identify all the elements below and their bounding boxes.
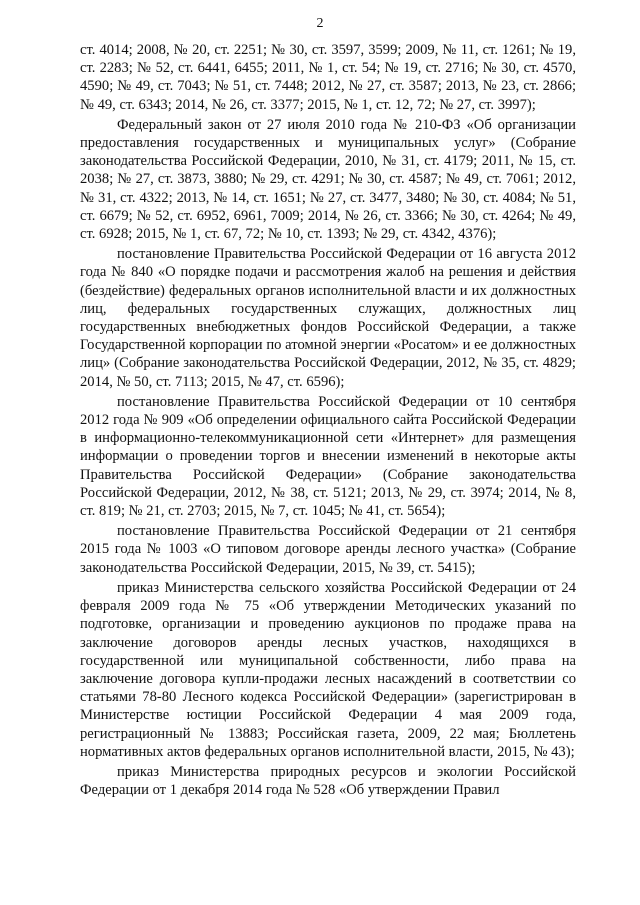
paragraph-order-528: приказ Министерства природных ресурсов и экологии Российской Федерации от 1 декабря 2014 года № 528 «Об утверждении Правил [80, 763, 576, 799]
paragraph-resolution-909: постановление Правительства Российской Федерации от 10 сентября 2012 года № 909 «Об определении официального сайта Российской Федерации в информационно-телекоммуникационной сети «Интернет» для размещения информации о проведении торгов и внесении изменений в некоторые акты Правительства Российской Федерации» (Собрание законодательства Российской Федерации, 2012, № 38, ст. 5121; 2013, № 29, ст. 3974; 2014, № 8, ст. 819; № 21, ст. 2703; 2015, № 7, ст. 1045; № 41, ст. 5654); [80, 393, 576, 520]
paragraph-federal-law-210: Федеральный закон от 27 июля 2010 года № 210-ФЗ «Об организации предоставления государственных и муниципальных услуг» (Собрание законодательства Российской Федерации, 2010, № 31, ст. 4179; 2011, № 15, ст. 2038; № 27, ст. 3873, 3880; № 29, ст. 4291; № 30, ст. 4587; № 49, ст. 7061; 2012, № 31, ст. 4322; 2013, № 14, ст. 1651; № 27, ст. 3477, 3480; № 30, ст. 4084; № 51, ст. 6679; № 52, ст. 6952, 6961, 7009; 2014, № 26, ст. 3366; № 30, ст. 4264; № 49, ст. 6928; 2015, № 1, ст. 67, 72; № 10, ст. 1393; № 29, ст. 4342, 4376); [80, 116, 576, 243]
document-body [80, 41, 576, 801]
paragraph-order-75: приказ Министерства сельского хозяйства Российской Федерации от 24 февраля 2009 года № 75 «Об утверждении Методических указаний по подготовке, организации и проведению аукционов по продаже права на заключение договоров аренды лесных участков, находящихся в государственной или муниципальной собственности, либо права на заключение договора купли-продажи лесных насаждений в соответствии со статьями 78-80 Лесного кодекса Российской Федерации» (зарегистрирован в Министерстве юстиции Российской Федерации 4 мая 2009 года, регистрационный № 13883; Российская газета, 2009, 22 мая; Бюллетень нормативных актов федеральных органов исполнительной власти, 2015, № 43); [80, 579, 576, 760]
paragraph-resolution-1003: постановление Правительства Российской Федерации от 21 сентября 2015 года № 1003 «О типовом договоре аренды лесного участка» (Собрание законодательства Российской Федерации, 2015, № 39, ст. 5415); [80, 523, 576, 576]
page-number: 2 [316, 16, 324, 31]
paragraph-resolution-840: постановление Правительства Российской Федерации от 16 августа 2012 года № 840 «О порядке подачи и рассмотрения жалоб на решения и действия (бездействие) федеральных органов исполнительной власти и их должностных лиц, федеральных государственных служащих, должностных лиц государственных внебюджетных фондов Российской Федерации, а также Государственной корпорации по атомной энергии «Росатом» и ее должностных лиц» (Собрание законодательства Российской Федерации, 2012, № 35, ст. 4829; 2014, № 50, ст. 7113; 2015, № 47, ст. 6596); [80, 246, 576, 390]
paragraph-continuation: ст. 4014; 2008, № 20, ст. 2251; № 30, ст. 3597, 3599; 2009, № 11, ст. 1261; № 19, ст. 2283; № 52, ст. 6441, 6455; 2011, № 1, ст. 54; № 19, ст. 2716; № 30, ст. 4570, 4590; № 49, ст. 7043; № 51, ст. 7448; 2012, № 27, ст. 3587; 2013, № 23, ст. 2866; № 49, ст. 6343; 2014, № 26, ст. 3377; 2015, № 1, ст. 12, 72; № 27, ст. 3997); [80, 42, 576, 113]
